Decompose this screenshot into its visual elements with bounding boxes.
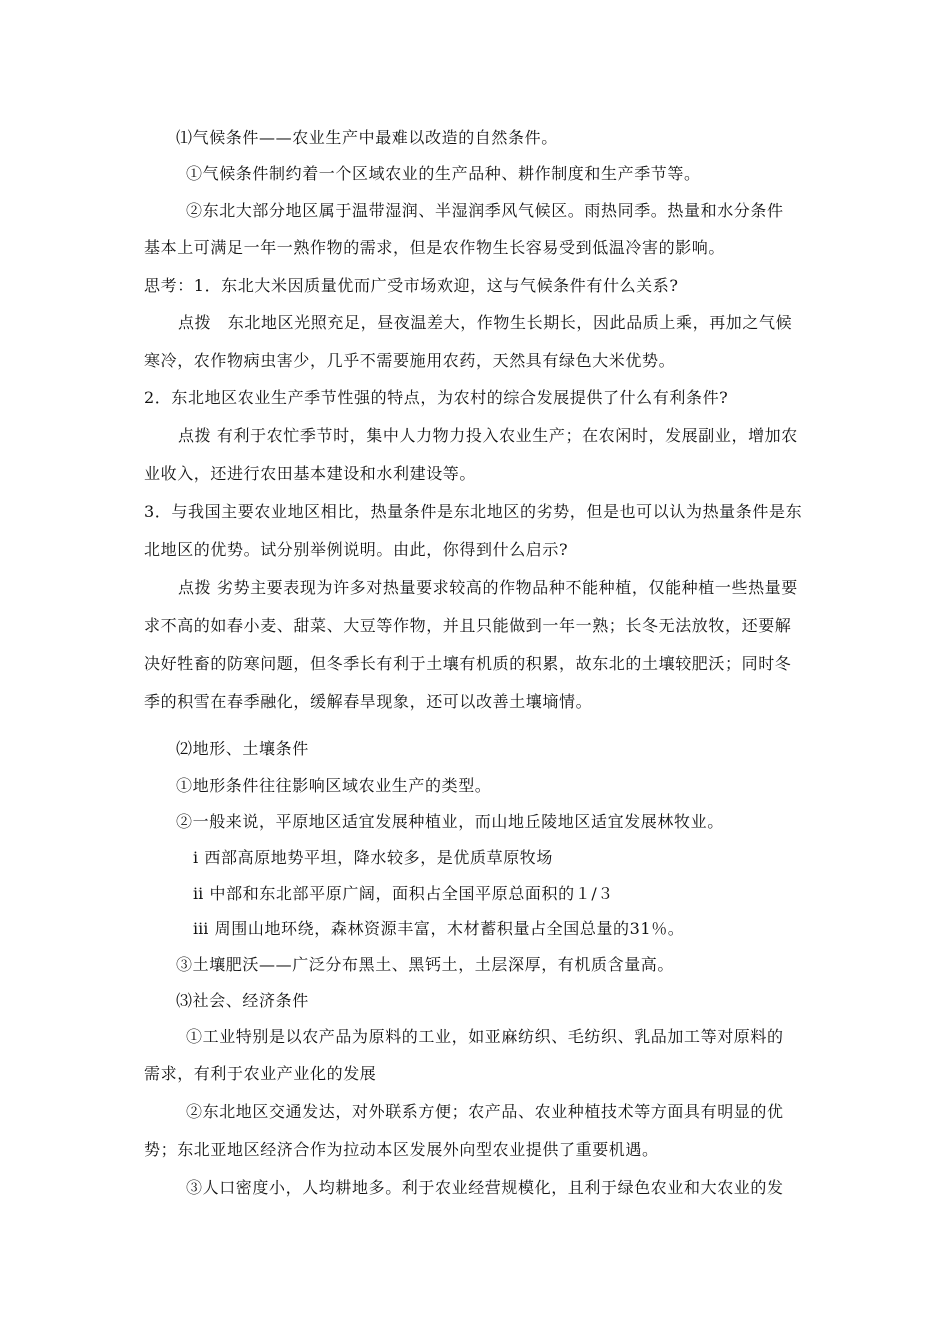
- answer-line: 决好牲畜的防寒问题，但冬季长有利于土壤有机质的积累，故东北的土壤较肥沃；同时冬: [144, 654, 792, 673]
- paragraph-line: ②一般来说，平原地区适宜发展种植业，而山地丘陵地区适宜发展林牧业。: [176, 812, 724, 831]
- paragraph-line: 势；东北亚地区经济合作为拉动本区发展外向型农业提供了重要机遇。: [144, 1140, 659, 1159]
- paragraph-line: ③人口密度小，人均耕地多。利于农业经营规模化，且利于绿色农业和大农业的发: [186, 1178, 784, 1197]
- section-heading-terrain: ⑵地形、土壤条件: [176, 739, 309, 758]
- answer-line: 业收入，还进行农田基本建设和水利建设等。: [144, 464, 477, 483]
- paragraph-line: ①气候条件制约着一个区域农业的生产品种、耕作制度和生产季节等。: [186, 164, 701, 183]
- paragraph-line: ①工业特别是以农产品为原料的工业，如亚麻纺织、毛纺织、乳品加工等对原料的: [186, 1027, 784, 1046]
- answer-line: 寒冷，农作物病虫害少，几乎不需要施用农药，天然具有绿色大米优势。: [144, 351, 676, 370]
- question-line: 北地区的优势。试分别举例说明。由此，你得到什么启示?: [144, 540, 569, 559]
- answer-line: 点拨 劣势主要表现为许多对热量要求较高的作物品种不能种植，仅能种植一些热量要: [178, 578, 798, 597]
- paragraph-line: 需求，有利于农业产业化的发展: [144, 1064, 377, 1083]
- paragraph-line: ③土壤肥沃——广泛分布黑土、黑钙土，土层深厚，有机质含量高。: [176, 955, 675, 974]
- list-item: ⅰ 西部高原地势平坦，降水较多，是优质草原牧场: [193, 848, 554, 867]
- question-line: 2．东北地区农业生产季节性强的特点，为农村的综合发展提供了什么有利条件?: [144, 388, 729, 407]
- paragraph-line: ②东北大部分地区属于温带湿润、半湿润季风气候区。雨热同季。热量和水分条件: [186, 201, 784, 220]
- answer-line: 点拨 东北地区光照充足，昼夜温差大，作物生长期长，因此品质上乘，再加之气候: [178, 313, 793, 332]
- answer-line: 点拨 有利于农忙季节时，集中人力物力投入农业生产；在农闲时，发展副业，增加农: [178, 426, 798, 445]
- list-item: ⅲ 周围山地环绕，森林资源丰富，木材蓄积量占全国总量的31％。: [193, 919, 685, 938]
- section-heading-socioeconomic: ⑶社会、经济条件: [176, 991, 309, 1010]
- section-heading-climate: ⑴气候条件——农业生产中最难以改造的自然条件。: [176, 128, 558, 147]
- list-item: ⅱ 中部和东北部平原广阔，面积占全国平原总面积的１/３: [193, 884, 614, 903]
- answer-line: 求不高的如春小麦、甜菜、大豆等作物，并且只能做到一年一熟；长冬无法放牧，还要解: [144, 616, 792, 635]
- paragraph-line: 基本上可满足一年一熟作物的需求，但是农作物生长容易受到低温冷害的影响。: [144, 238, 726, 257]
- question-line: 3．与我国主要农业地区相比，热量条件是东北地区的劣势，但是也可以认为热量条件是东: [144, 502, 803, 521]
- paragraph-line: ②东北地区交通发达，对外联系方便；农产品、农业种植技术等方面具有明显的优: [186, 1102, 784, 1121]
- question-line: 思考：1．东北大米因质量优而广受市场欢迎，这与气候条件有什么关系?: [144, 276, 679, 295]
- answer-line: 季的积雪在春季融化，缓解春旱现象，还可以改善土壤墒情。: [144, 692, 593, 711]
- paragraph-line: ①地形条件往往影响区域农业生产的类型。: [176, 776, 492, 795]
